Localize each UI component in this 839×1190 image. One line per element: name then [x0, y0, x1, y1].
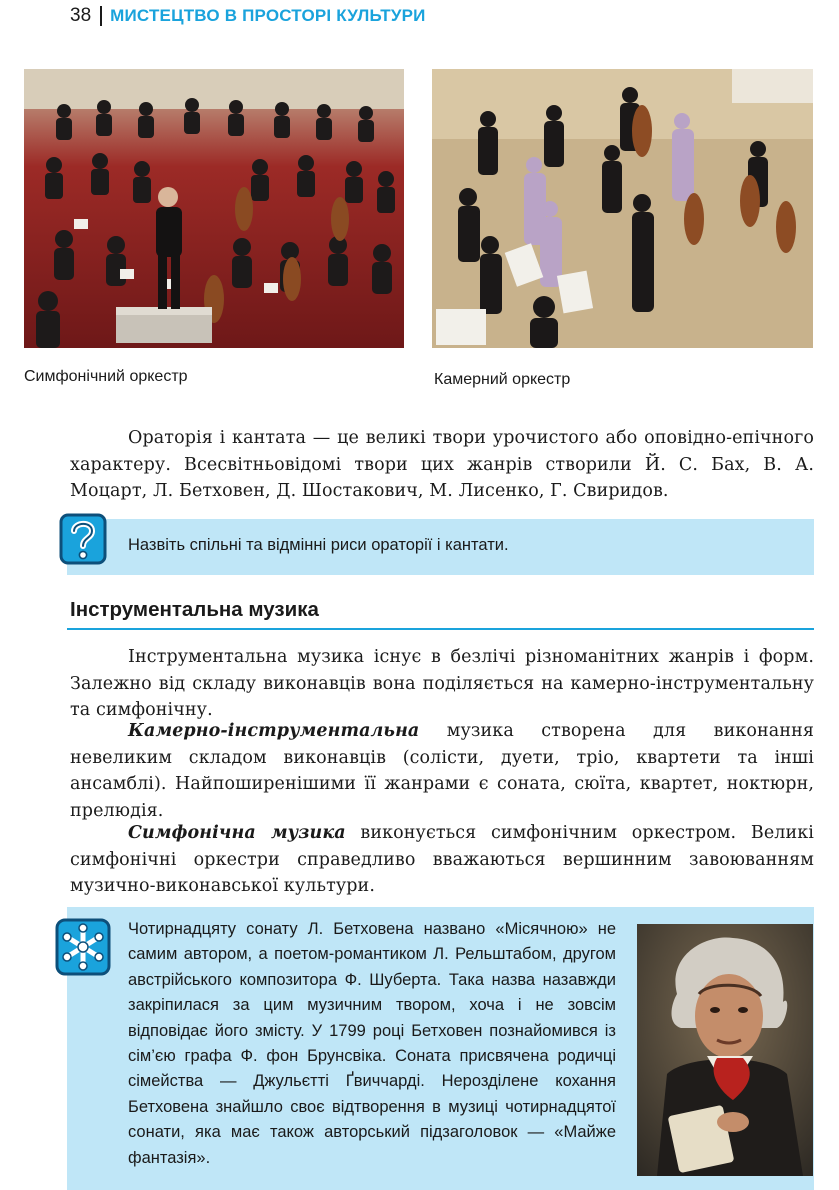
oratorio-text: Ораторія і кантата — це великі твори урочистого або оповідно-епічного характеру. Всесвітньовідомі твори цих жанрів створили Й. С. Бах, В. А. Моцарт, Л. Бетховен, Д. Шостакович, М. Лисенко, Г. Свиридов. — [70, 428, 814, 501]
section-heading: Інструментальна музика — [70, 598, 319, 621]
oratorio-paragraph — [70, 425, 814, 505]
section-divider — [67, 628, 814, 630]
symphonic-text: виконується симфонічним оркестром. Великі симфонічні оркестри справедливо вважаються вершинним завоюванням музично-виконавської культури. — [70, 823, 815, 896]
question-mark-icon — [59, 513, 107, 565]
symphony-orchestra-photo — [24, 69, 404, 348]
symphonic-term: Симфонічна музика — [128, 823, 346, 843]
chamber-term: Камерно-інструментальна — [128, 721, 420, 741]
question-text: Назвіть спільні та відмінні риси ораторії і кантати. — [128, 536, 509, 554]
symphonic-music-paragraph — [70, 820, 814, 900]
page-header — [70, 4, 426, 28]
symphony-orchestra-caption: Симфонічний оркестр — [24, 368, 188, 385]
header-divider — [100, 6, 102, 26]
chamber-music-paragraph — [70, 718, 814, 824]
instrumental-paragraph — [70, 644, 814, 724]
instrumental-text: Інструментальна музика існує в безлічі різноманітних жанрів і форм. Залежно від складу виконавців вона поділяється на камерно-інструментальну та симфонічну. — [70, 647, 814, 720]
snowflake-icon — [55, 918, 111, 976]
chamber-orchestra-photo — [432, 69, 813, 348]
section-title: МИСТЕЦТВО В ПРОСТОРІ КУЛЬТУРИ — [110, 6, 426, 25]
page-number: 38 — [70, 5, 92, 26]
chamber-text: музика створена для виконання невеликим складом виконавців (солісти, дуети, тріо, квартети та інші ансамблі). Найпоширенішими її жанрами є соната, сюїта, квартет, ноктюрн, прелюдія. — [70, 721, 814, 821]
chamber-orchestra-caption: Камерний оркестр — [434, 371, 571, 388]
beethoven-portrait — [637, 924, 813, 1176]
beethoven-fact-text: Чотирнадцяту сонату Л. Бетховена названо «Місячною» не самим автором, а поетом-романтиком Л. Рельштабом, другом австрійського композитора Ф. Шуберта. Така назва назавжди закріпилася за цим музичним твором, хоча і не зовсім відповідає його змісту. У 1799 році Бетховен познайомився із сім’єю графа Ф. фон Брунсвіка. Соната присвячена родичці сімейства — Джульєтті Ґвиччарді. Нерозділене кохання Бетховена знайшло своє відтворення в музиці чотирнадцятої сонати, яка має також авторський підзаголовок — «Майже фантазія». — [128, 920, 616, 1167]
